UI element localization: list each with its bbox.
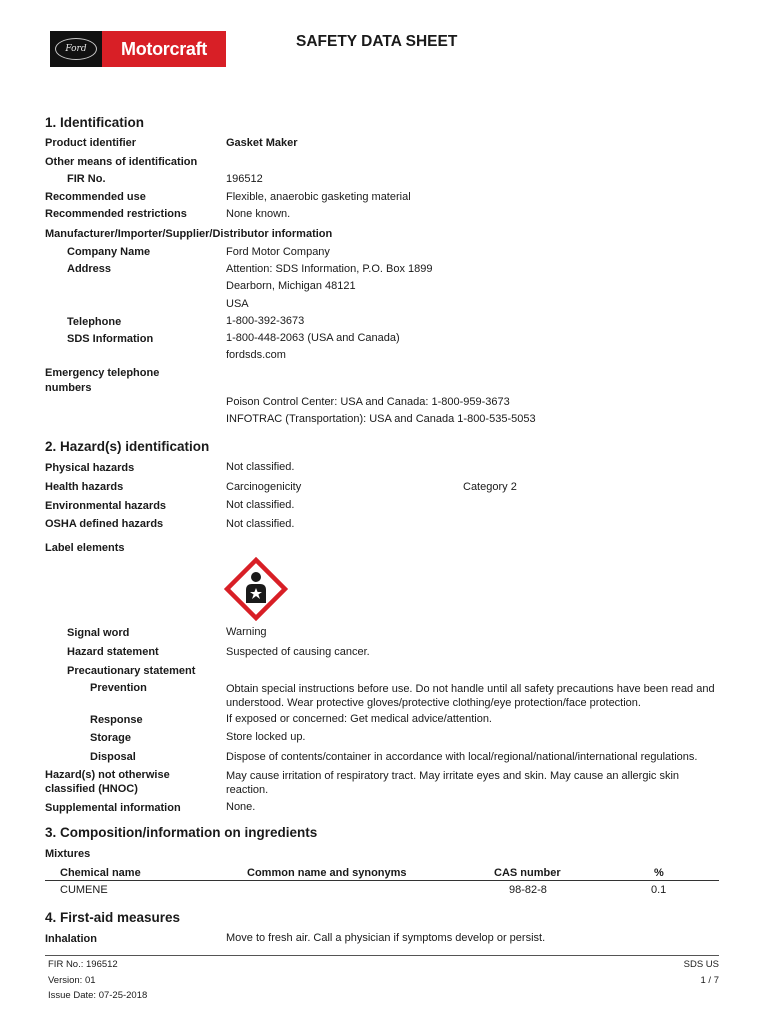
emergency-telephone-line-2: INFOTRAC (Transportation): USA and Canada 1-800-535-5053: [226, 413, 536, 425]
label-elements-label: Label elements: [45, 542, 125, 554]
physical-hazards-value: Not classified.: [226, 461, 295, 473]
inhalation-value: Move to fresh air. Call a physician if symptoms develop or persist.: [226, 932, 546, 944]
supplemental-information-label: Supplemental information: [45, 802, 181, 814]
precautionary-statement-label: Precautionary statement: [67, 665, 196, 677]
footer-version: Version: 01: [48, 975, 96, 986]
emergency-telephone-line-1: Poison Control Center: USA and Canada: 1-800-959-3673: [226, 396, 510, 408]
signal-word-value: Warning: [226, 626, 267, 638]
emergency-telephone-label-2: numbers: [45, 382, 92, 394]
table-cell-chemical-name: CUMENE: [60, 884, 108, 896]
hazard-statement-value: Suspected of causing cancer.: [226, 646, 370, 658]
motorcraft-logo: [50, 31, 226, 67]
fir-label: FIR No.: [67, 173, 106, 185]
mixtures-label: Mixtures: [45, 848, 91, 860]
other-means-label: Other means of identification: [45, 156, 198, 168]
section-3-heading: 3. Composition/information on ingredients: [45, 825, 318, 840]
ford-logo: [50, 31, 102, 67]
document-title: SAFETY DATA SHEET: [296, 33, 458, 50]
sds-information-line-2: fordsds.com: [226, 349, 286, 361]
signal-word-label: Signal word: [67, 627, 130, 639]
osha-hazards-label: OSHA defined hazards: [45, 518, 164, 530]
section-1-heading: 1. Identification: [45, 115, 145, 130]
product-identifier-value: Gasket Maker: [226, 137, 298, 149]
footer-document-type: SDS US: [683, 959, 719, 970]
footer-fir-number: FIR No.: 196512: [48, 959, 118, 970]
fir-value: 196512: [226, 173, 263, 185]
ford-oval: Ford: [55, 38, 97, 60]
emergency-telephone-label-1: Emergency telephone: [45, 367, 160, 379]
recommended-use-value: Flexible, anaerobic gasketing material: [226, 191, 411, 203]
hazard-statement-label: Hazard statement: [67, 646, 159, 658]
footer-rule: [45, 955, 719, 956]
table-cell-cas-number: 98-82-8: [509, 884, 547, 896]
physical-hazards-label: Physical hazards: [45, 462, 135, 474]
health-hazards-label: Health hazards: [45, 481, 124, 493]
hnoc-label-1: Hazard(s) not otherwise: [45, 769, 170, 781]
osha-hazards-value: Not classified.: [226, 518, 295, 530]
table-header-percent: %: [654, 867, 664, 879]
response-value: If exposed or concerned: Get medical advice/attention.: [226, 713, 492, 725]
prevention-label: Prevention: [90, 682, 147, 694]
address-label: Address: [67, 263, 112, 275]
environmental-hazards-value: Not classified.: [226, 499, 295, 511]
company-name-value: Ford Motor Company: [226, 246, 330, 258]
section-4-heading: 4. First-aid measures: [45, 910, 181, 925]
section-2-heading: 2. Hazard(s) identification: [45, 439, 210, 454]
storage-value: Store locked up.: [226, 731, 306, 743]
sds-information-line-1: 1-800-448-2063 (USA and Canada): [226, 332, 400, 344]
manufacturer-label: Manufacturer/Importer/Supplier/Distributor information: [45, 228, 333, 240]
sds-information-label: SDS Information: [67, 333, 154, 345]
product-identifier-label: Product identifier: [45, 137, 137, 149]
telephone-value: 1-800-392-3673: [226, 315, 305, 327]
recommended-use-label: Recommended use: [45, 191, 146, 203]
table-header-rule: [45, 880, 719, 881]
footer-issue-date: Issue Date: 07-25-2018: [48, 990, 148, 1001]
supplemental-information-value: None.: [226, 801, 256, 813]
table-header-common-name: Common name and synonyms: [247, 867, 407, 879]
disposal-value: Dispose of contents/container in accordance with local/regional/national/international regulations.: [226, 751, 698, 763]
ghs-health-hazard-icon: [224, 557, 288, 621]
response-label: Response: [90, 714, 143, 726]
recommended-restrictions-value: None known.: [226, 208, 291, 220]
inhalation-label: Inhalation: [45, 933, 97, 945]
storage-label: Storage: [90, 732, 131, 744]
table-header-cas-number: CAS number: [494, 867, 561, 879]
health-hazards-value: Carcinogenicity: [226, 481, 302, 493]
motorcraft-wordmark: Motorcraft: [102, 31, 226, 67]
address-line-3: USA: [226, 298, 249, 310]
prevention-value: Obtain special instructions before use. Do not handle until all safety precautions have been read and understood. Wear protective gloves/protective clothing/eye protection/face protection.: [226, 683, 715, 709]
disposal-label: Disposal: [90, 751, 136, 763]
health-hazards-category: Category 2: [463, 481, 517, 493]
hnoc-label-2: classified (HNOC): [45, 783, 138, 795]
table-cell-percent: 0.1: [651, 884, 667, 896]
footer-page-number: 1 / 7: [700, 975, 719, 986]
address-line-1: Attention: SDS Information, P.O. Box 1899: [226, 263, 433, 275]
telephone-label: Telephone: [67, 316, 122, 328]
company-name-label: Company Name: [67, 246, 151, 258]
hnoc-value: May cause irritation of respiratory tract. May irritate eyes and skin. May cause an allergic skin reaction.: [226, 770, 680, 796]
table-header-chemical-name: Chemical name: [60, 867, 141, 879]
recommended-restrictions-label: Recommended restrictions: [45, 208, 187, 220]
address-line-2: Dearborn, Michigan 48121: [226, 280, 356, 292]
environmental-hazards-label: Environmental hazards: [45, 500, 167, 512]
